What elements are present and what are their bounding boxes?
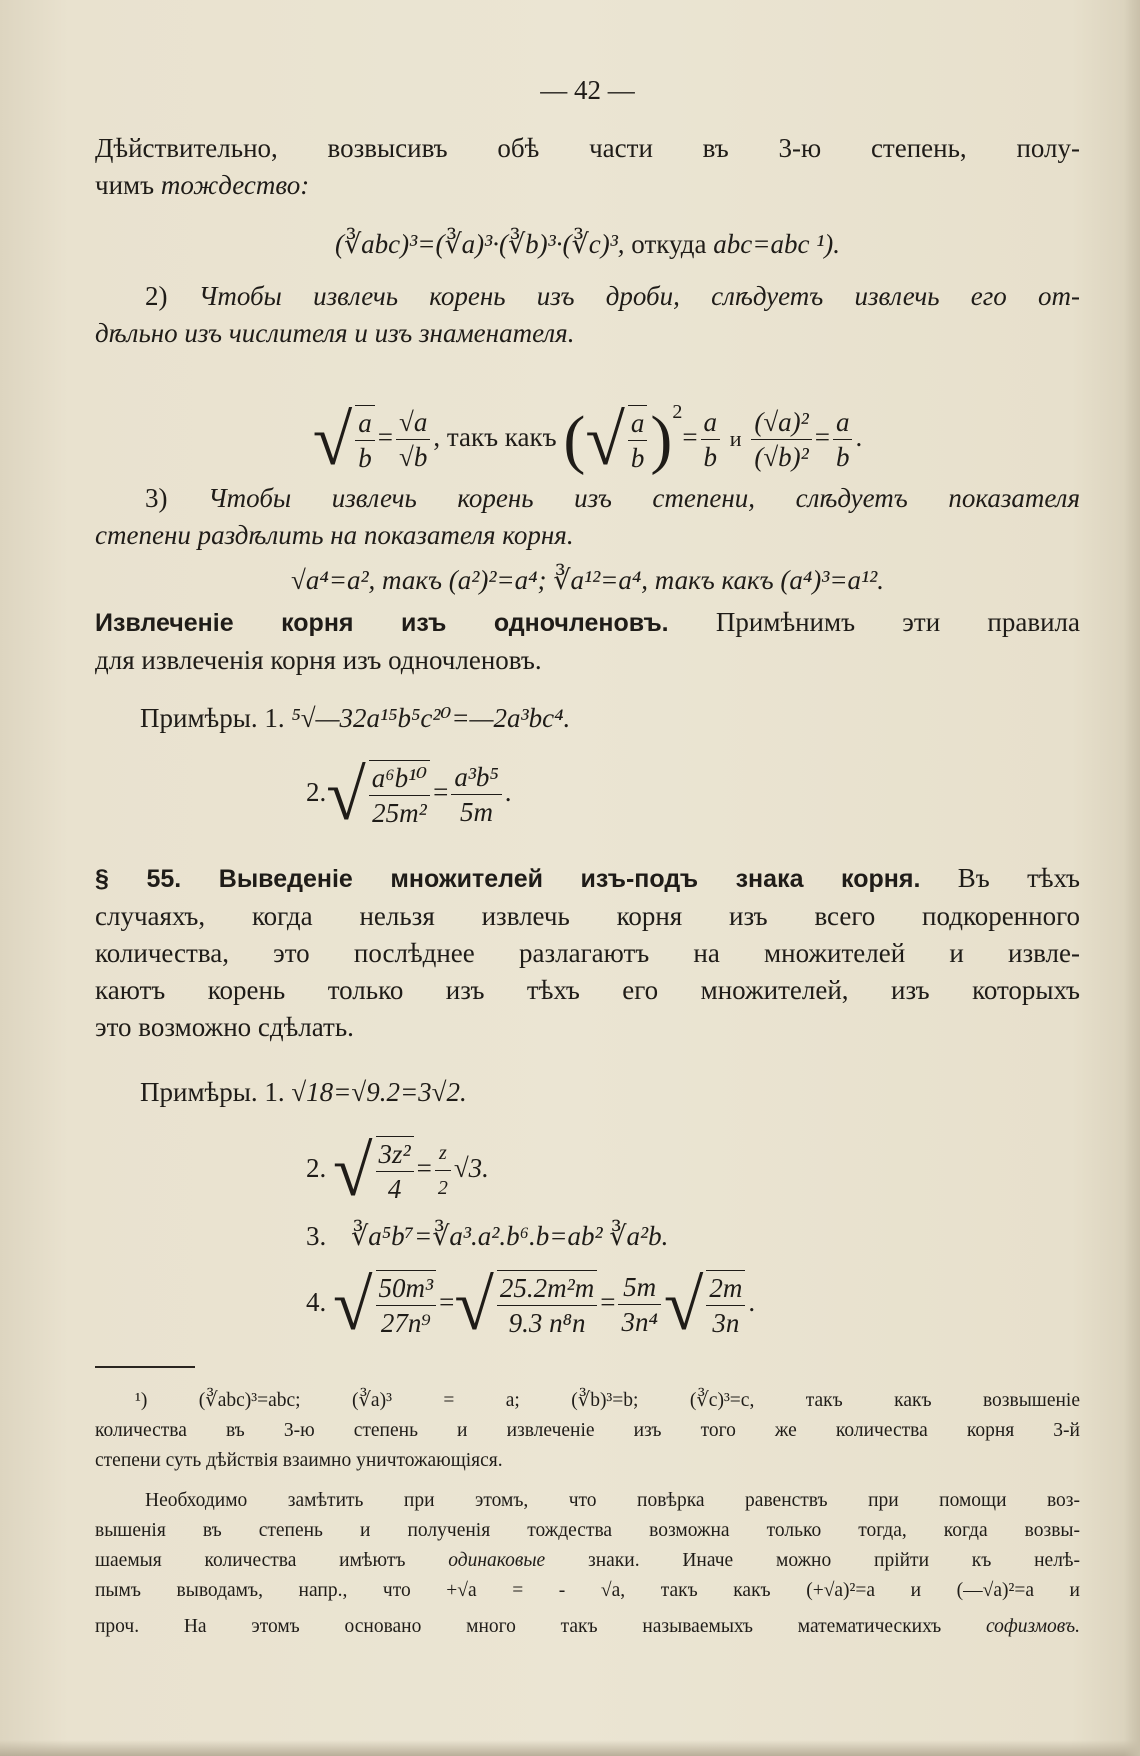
page-right-edge	[1124, 0, 1140, 1756]
radical-sign: √	[312, 399, 353, 480]
page-bottom-edge	[0, 1740, 1140, 1756]
section-55-heading: § 55. Выведеніе множителей изъ-подъ знака корня.	[95, 865, 921, 893]
equation-power-root: √a⁴=a², такъ (a²)²=a⁴; ∛a¹²=a⁴, такъ какъ (a⁴)³=a¹².	[291, 565, 884, 595]
equation-fraction-root: √ $\frac{a}{b}$ = $\frac{√a}{√b}$ , такъ какъ (√ $\frac{a}{b}$ )$^2$= $\frac{a}{b}$ и $\frac{\text{(√a)²}}{\text{(√b)²}}$ = $\frac{a}{b}$ .	[312, 399, 863, 480]
monomial-paragraph: Извлеченіе корня изъ одночленовъ. Примѣнимъ эти правила для извлеченія корня изъ одночленовъ.	[95, 607, 1080, 675]
section-55: § 55. Выведеніе множителей изъ-подъ знака корня. Въ тѣхъ случаяхъ, когда нельзя извлечь корня изъ всего подкоренного количества, это послѣднее разлагаютъ на множителей и извле- каютъ корень только изъ тѣхъ его множителей, изъ которыхъ это возможно сдѣлать.	[95, 863, 1080, 1042]
equation-cube-root-product: (∛abc)³=(∛a)³·(∛b)³·(∛c)³, откуда abc=abc ¹).	[334, 229, 841, 259]
example-e1: Примѣры. 1. √18=√9.2=3√2.	[140, 1077, 467, 1107]
example-e2: 2. √ $\frac{\text{3z²}}{4}$ = $\frac{z}{2}$ √3.	[306, 1130, 489, 1211]
monomial-heading: Извлеченіе корня изъ одночленовъ.	[95, 609, 669, 637]
rule-2: 2) Чтобы извлечь корень изъ дроби, слѣдуетъ извлечь его от- дѣльно изъ числителя и изъ знаменателя.	[95, 281, 1080, 348]
page-number: — 42 —	[540, 75, 635, 105]
example-e4: 4. √ $\frac{\text{50m³}}{\text{27n⁹}}$ =√ $\frac{\text{25.2m²m}}{\text{9.3 n⁸n}}$ = $\frac{5m}{\text{3n⁴}}$ √ $\frac{2m}{3n}$ .	[306, 1264, 756, 1345]
intro-line-2: чимъ тождество:	[95, 170, 310, 200]
example-2-monomial: 2.√ $\frac{\text{a⁶b¹⁰}}{\text{25m²}}$ = $\frac{\text{a³b⁵}}{5m}$ .	[306, 754, 512, 835]
identity-word: тождество:	[160, 170, 310, 200]
rule-3: 3) Чтобы извлечь корень изъ степени, слѣдуетъ показателя степени раздѣлить на показателя корня.	[95, 483, 1080, 550]
example-e3: 3. ∛a⁵b⁷=∛a³.a².b⁶.b=ab² ∛a²b.	[306, 1221, 669, 1251]
intro-paragraph	[95, 130, 1080, 204]
intro-line-1: Дѣйствительно, возвысивъ обѣ части въ 3-ю степень, полу-	[95, 133, 1080, 163]
footnote-separator	[95, 1366, 195, 1368]
example-1-monomial: Примѣры. 1. ⁵√—32a¹⁵b⁵c²⁰=—2a³bc⁴.	[140, 703, 571, 733]
footnote: ¹) (∛abc)³=abc; (∛a)³ = a; (∛b)³=b; (∛c)³=c, такъ какъ возвышеніе количества въ 3-ю степень и извлеченіе изъ того же количества корня 3-й степени суть дѣйствія взаимно уничтожающіяся. Необходимо замѣтить при этомъ, что повѣрка равенствъ при помощи воз- вышенія въ степень и полученія тождества возможна только тогда, когда возвы- шаемыя количества имѣютъ одинаковые знаки. Иначе можно прійти къ нелѣ- пымъ выводамъ, напр., что +√a = - √a, такъ какъ (+√a)²=a и (—√a)²=a и проч. На этомъ основано много такъ называемыхъ математическихъ софизмовъ.	[95, 1390, 1081, 1637]
